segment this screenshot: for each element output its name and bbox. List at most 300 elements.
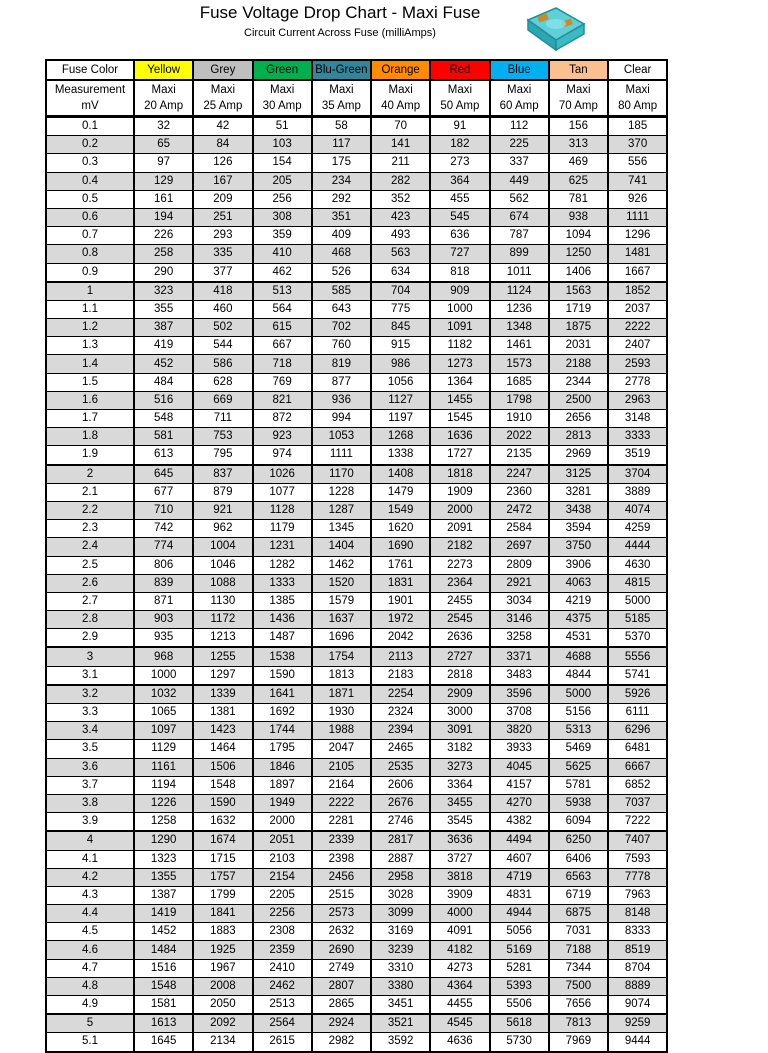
current-cell: 3380: [371, 977, 430, 995]
current-cell: 6719: [549, 886, 608, 904]
current-cell: 4545: [430, 1014, 489, 1033]
current-cell: 3364: [430, 776, 489, 794]
current-cell: 5313: [549, 722, 608, 740]
current-cell: 209: [193, 190, 252, 208]
fuse-type-label: Maxi: [269, 84, 295, 96]
table-row: [46, 428, 667, 446]
current-cell: 4455: [430, 996, 489, 1015]
current-cell: 2254: [371, 685, 430, 704]
current-cell: 1111: [608, 208, 667, 226]
current-cell: 5370: [608, 629, 667, 648]
current-cell: 493: [371, 227, 430, 245]
table-row: [46, 208, 667, 226]
current-cell: 2545: [430, 611, 489, 629]
current-cell: 1094: [549, 227, 608, 245]
current-cell: 1516: [134, 959, 193, 977]
current-cell: 994: [312, 410, 371, 428]
current-cell: 845: [371, 319, 430, 337]
current-cell: 3483: [490, 666, 549, 685]
current-cell: 370: [608, 136, 667, 154]
fuse-type-label: Maxi: [566, 84, 591, 96]
current-cell: 292: [312, 190, 371, 208]
current-cell: 1250: [549, 245, 608, 263]
current-cell: 455: [430, 190, 489, 208]
current-cell: 282: [371, 172, 430, 190]
current-cell: 818: [430, 263, 489, 282]
current-cell: 795: [193, 446, 252, 465]
table-row: [46, 410, 667, 428]
measurement-label-line2: mV: [81, 100, 99, 112]
current-cell: 1949: [253, 794, 312, 812]
current-cell: 1925: [193, 941, 252, 959]
current-cell: 1282: [253, 556, 312, 574]
current-cell: 2865: [312, 996, 371, 1015]
measurement-cell: 3: [46, 647, 134, 666]
current-cell: 667: [253, 337, 312, 355]
current-cell: 1455: [430, 391, 489, 409]
current-cell: 1197: [371, 410, 430, 428]
current-cell: 3906: [549, 556, 608, 574]
current-cell: 727: [430, 245, 489, 263]
current-cell: 2465: [371, 740, 430, 758]
measurement-cell: 4.6: [46, 941, 134, 959]
current-cell: 8148: [608, 905, 667, 923]
current-cell: 1481: [608, 245, 667, 263]
fuse-rating-header: [134, 80, 193, 117]
measurement-cell: 1.4: [46, 355, 134, 373]
current-cell: 781: [549, 190, 608, 208]
current-cell: 3091: [430, 722, 489, 740]
measurement-cell: 2.4: [46, 538, 134, 556]
current-cell: 7813: [549, 1014, 608, 1033]
table-row: [46, 172, 667, 190]
current-cell: 760: [312, 337, 371, 355]
current-cell: 1127: [371, 391, 430, 409]
current-cell: 704: [371, 282, 430, 301]
current-cell: 2455: [430, 592, 489, 610]
current-cell: 7963: [608, 886, 667, 904]
table-row: [46, 794, 667, 812]
current-cell: 1000: [430, 300, 489, 318]
current-cell: 5281: [490, 959, 549, 977]
current-cell: 4091: [430, 923, 489, 941]
table-row: [46, 337, 667, 355]
current-cell: 1000: [134, 666, 193, 685]
current-cell: 903: [134, 611, 193, 629]
current-cell: 251: [193, 208, 252, 226]
current-cell: 2394: [371, 722, 430, 740]
fuse-rating-label: 30 Amp: [262, 100, 302, 112]
current-cell: 544: [193, 337, 252, 355]
current-cell: 1841: [193, 905, 252, 923]
current-cell: 502: [193, 319, 252, 337]
current-cell: 819: [312, 355, 371, 373]
fuse-rating-label: 50 Amp: [440, 100, 480, 112]
current-cell: 2359: [253, 941, 312, 959]
current-cell: 674: [490, 208, 549, 226]
table-row: [46, 959, 667, 977]
current-cell: 915: [371, 337, 430, 355]
current-cell: 2924: [312, 1014, 371, 1033]
table-row: [46, 813, 667, 832]
current-cell: 3909: [430, 886, 489, 904]
current-cell: 5000: [549, 685, 608, 704]
current-cell: 1520: [312, 574, 371, 592]
table-row: [46, 758, 667, 776]
current-cell: 5781: [549, 776, 608, 794]
table-row: [46, 465, 667, 484]
current-cell: 2749: [312, 959, 371, 977]
current-cell: 3438: [549, 501, 608, 519]
fuse-rating-label: 35 Amp: [321, 100, 361, 112]
current-cell: 6094: [549, 813, 608, 832]
current-cell: 702: [312, 319, 371, 337]
current-cell: 2364: [430, 574, 489, 592]
measurement-cell: 4.9: [46, 996, 134, 1015]
current-cell: 1287: [312, 501, 371, 519]
current-cell: 2818: [430, 666, 489, 685]
current-cell: 769: [253, 373, 312, 391]
current-cell: 9444: [608, 1033, 667, 1052]
current-cell: 3596: [490, 685, 549, 704]
fuse-color-red: Red: [430, 60, 489, 80]
current-cell: 4273: [430, 959, 489, 977]
current-cell: 3333: [608, 428, 667, 446]
current-cell: 837: [193, 465, 252, 484]
table-row: [46, 483, 667, 501]
current-cell: 5169: [490, 941, 549, 959]
current-cell: 563: [371, 245, 430, 263]
current-cell: 4494: [490, 831, 549, 850]
current-cell: 4382: [490, 813, 549, 832]
table-row: [46, 886, 667, 904]
current-cell: 1345: [312, 520, 371, 538]
table-row: [46, 704, 667, 722]
current-cell: 909: [430, 282, 489, 301]
current-cell: 5506: [490, 996, 549, 1015]
current-cell: 1846: [253, 758, 312, 776]
fuse-color-header-row: [46, 60, 667, 80]
table-row: [46, 850, 667, 868]
current-cell: 1255: [193, 647, 252, 666]
table-row: [46, 923, 667, 941]
current-cell: 2887: [371, 850, 430, 868]
current-cell: 1636: [430, 428, 489, 446]
current-cell: 3455: [430, 794, 489, 812]
current-cell: 2135: [490, 446, 549, 465]
current-cell: 1581: [134, 996, 193, 1015]
current-cell: 556: [608, 154, 667, 172]
current-cell: 1795: [253, 740, 312, 758]
current-cell: 3933: [490, 740, 549, 758]
current-cell: 526: [312, 263, 371, 282]
current-cell: 3519: [608, 446, 667, 465]
table-row: [46, 629, 667, 648]
current-cell: 1462: [312, 556, 371, 574]
current-cell: 2113: [371, 647, 430, 666]
current-cell: 1798: [490, 391, 549, 409]
current-cell: 3889: [608, 483, 667, 501]
current-cell: 3708: [490, 704, 549, 722]
current-cell: 7593: [608, 850, 667, 868]
current-cell: 3727: [430, 850, 489, 868]
current-cell: 513: [253, 282, 312, 301]
measurement-cell: 1.8: [46, 428, 134, 446]
current-cell: 6875: [549, 905, 608, 923]
current-cell: 2410: [253, 959, 312, 977]
current-cell: 2515: [312, 886, 371, 904]
measurement-cell: 5.1: [46, 1033, 134, 1052]
current-cell: 3148: [608, 410, 667, 428]
table-row: [46, 263, 667, 282]
current-cell: 1875: [549, 319, 608, 337]
current-cell: 1538: [253, 647, 312, 666]
current-cell: 6481: [608, 740, 667, 758]
current-cell: 211: [371, 154, 430, 172]
table-row: [46, 117, 667, 136]
fuse-color-blu-green: Blu-Green: [312, 60, 371, 80]
fuse-color-tan: Tan: [549, 60, 608, 80]
measurement-cell: 3.1: [46, 666, 134, 685]
measurement-cell: 4.3: [46, 886, 134, 904]
fuse-color-grey: Grey: [193, 60, 252, 80]
current-cell: 2472: [490, 501, 549, 519]
table-row: [46, 501, 667, 519]
current-cell: 926: [608, 190, 667, 208]
current-cell: 32: [134, 117, 193, 136]
current-cell: 4000: [430, 905, 489, 923]
current-cell: 1419: [134, 905, 193, 923]
current-cell: 205: [253, 172, 312, 190]
current-cell: 1930: [312, 704, 371, 722]
current-cell: 1692: [253, 704, 312, 722]
current-cell: 1452: [134, 923, 193, 941]
current-cell: 1754: [312, 647, 371, 666]
current-cell: 3592: [371, 1033, 430, 1052]
current-cell: 1065: [134, 704, 193, 722]
current-cell: 2154: [253, 868, 312, 886]
current-cell: 1228: [312, 483, 371, 501]
current-cell: 4270: [490, 794, 549, 812]
fuse-color-clear: Clear: [608, 60, 667, 80]
current-cell: 2360: [490, 483, 549, 501]
current-cell: 1852: [608, 282, 667, 301]
current-cell: 1339: [193, 685, 252, 704]
current-cell: 1385: [253, 592, 312, 610]
current-cell: 938: [549, 208, 608, 226]
current-cell: 1408: [371, 465, 430, 484]
current-cell: 1719: [549, 300, 608, 318]
current-cell: 6563: [549, 868, 608, 886]
current-cell: 1111: [312, 446, 371, 465]
current-cell: 2807: [312, 977, 371, 995]
current-cell: 1273: [430, 355, 489, 373]
measurement-cell: 4.4: [46, 905, 134, 923]
current-cell: 117: [312, 136, 371, 154]
current-cell: 2500: [549, 391, 608, 409]
current-cell: 2022: [490, 428, 549, 446]
current-cell: 1004: [193, 538, 252, 556]
current-cell: 1464: [193, 740, 252, 758]
current-cell: 126: [193, 154, 252, 172]
current-cell: 5000: [608, 592, 667, 610]
current-cell: 129: [134, 172, 193, 190]
current-cell: 3750: [549, 538, 608, 556]
current-cell: 4630: [608, 556, 667, 574]
current-cell: 2584: [490, 520, 549, 538]
current-cell: 2050: [193, 996, 252, 1015]
current-cell: 308: [253, 208, 312, 226]
current-cell: 1026: [253, 465, 312, 484]
current-cell: 5469: [549, 740, 608, 758]
current-cell: 1226: [134, 794, 193, 812]
current-cell: 2969: [549, 446, 608, 465]
table-row: [46, 300, 667, 318]
fuse-chart-table: [45, 59, 668, 1053]
fuse-rating-label: 70 Amp: [558, 100, 598, 112]
measurement-cell: 0.9: [46, 263, 134, 282]
current-cell: 2308: [253, 923, 312, 941]
current-cell: 1573: [490, 355, 549, 373]
measurement-label: [46, 80, 134, 117]
table-row: [46, 977, 667, 995]
current-cell: 6111: [608, 704, 667, 722]
table-row: [46, 831, 667, 850]
current-cell: 1296: [608, 227, 667, 245]
measurement-cell: 1.5: [46, 373, 134, 391]
measurement-cell: 2.8: [46, 611, 134, 629]
current-cell: 1097: [134, 722, 193, 740]
current-cell: 2690: [312, 941, 371, 959]
current-cell: 4074: [608, 501, 667, 519]
current-cell: 2407: [608, 337, 667, 355]
current-cell: 4719: [490, 868, 549, 886]
current-cell: 8519: [608, 941, 667, 959]
fuse-rating-header: [371, 80, 430, 117]
table-row: [46, 776, 667, 794]
current-cell: 2031: [549, 337, 608, 355]
current-cell: 1213: [193, 629, 252, 648]
current-cell: 2037: [608, 300, 667, 318]
current-cell: 877: [312, 373, 371, 391]
current-cell: 5056: [490, 923, 549, 941]
current-cell: 6667: [608, 758, 667, 776]
table-row: [46, 574, 667, 592]
current-cell: 4045: [490, 758, 549, 776]
current-cell: 935: [134, 629, 193, 648]
current-cell: 669: [193, 391, 252, 409]
current-cell: 3451: [371, 996, 430, 1015]
current-cell: 643: [312, 300, 371, 318]
current-cell: 1172: [193, 611, 252, 629]
current-cell: 2817: [371, 831, 430, 850]
fuse-rating-label: 20 Amp: [144, 100, 184, 112]
current-cell: 1236: [490, 300, 549, 318]
current-cell: 1910: [490, 410, 549, 428]
current-cell: 1871: [312, 685, 371, 704]
current-cell: 7344: [549, 959, 608, 977]
current-cell: 625: [549, 172, 608, 190]
measurement-cell: 2: [46, 465, 134, 484]
current-cell: 4444: [608, 538, 667, 556]
measurement-cell: 3.4: [46, 722, 134, 740]
current-cell: 70: [371, 117, 430, 136]
fuse-rating-header: [312, 80, 371, 117]
current-cell: 3034: [490, 592, 549, 610]
current-cell: 1818: [430, 465, 489, 484]
current-cell: 4364: [430, 977, 489, 995]
current-cell: 2103: [253, 850, 312, 868]
current-cell: 581: [134, 428, 193, 446]
current-cell: 175: [312, 154, 371, 172]
current-cell: 1056: [371, 373, 430, 391]
current-cell: 409: [312, 227, 371, 245]
current-cell: 3239: [371, 941, 430, 959]
current-cell: 335: [193, 245, 252, 263]
current-cell: 3371: [490, 647, 549, 666]
current-cell: 879: [193, 483, 252, 501]
current-cell: 460: [193, 300, 252, 318]
current-cell: 4182: [430, 941, 489, 959]
current-cell: 2047: [312, 740, 371, 758]
current-cell: 5730: [490, 1033, 549, 1052]
measurement-cell: 2.5: [46, 556, 134, 574]
current-cell: 1355: [134, 868, 193, 886]
measurement-cell: 2.3: [46, 520, 134, 538]
current-cell: 1436: [253, 611, 312, 629]
current-cell: 3258: [490, 629, 549, 648]
table-row: [46, 996, 667, 1015]
table-row: [46, 592, 667, 610]
current-cell: 1645: [134, 1033, 193, 1052]
current-cell: 1404: [312, 538, 371, 556]
current-cell: 91: [430, 117, 489, 136]
current-cell: 377: [193, 263, 252, 282]
current-cell: 1548: [193, 776, 252, 794]
current-cell: 4636: [430, 1033, 489, 1052]
current-cell: 7778: [608, 868, 667, 886]
current-cell: 1130: [193, 592, 252, 610]
current-cell: 290: [134, 263, 193, 282]
current-cell: 182: [430, 136, 489, 154]
current-cell: 1338: [371, 446, 430, 465]
current-cell: 710: [134, 501, 193, 519]
measurement-cell: 4: [46, 831, 134, 850]
current-cell: 4688: [549, 647, 608, 666]
current-cell: 5741: [608, 666, 667, 685]
table-row: [46, 905, 667, 923]
current-cell: 3146: [490, 611, 549, 629]
current-cell: 273: [430, 154, 489, 172]
measurement-cell: 1.6: [46, 391, 134, 409]
current-cell: 2697: [490, 538, 549, 556]
current-cell: 5625: [549, 758, 608, 776]
current-cell: 42: [193, 117, 252, 136]
current-cell: 1988: [312, 722, 371, 740]
current-cell: 718: [253, 355, 312, 373]
fuse-type-label: Maxi: [506, 84, 532, 96]
current-cell: 226: [134, 227, 193, 245]
current-cell: 4157: [490, 776, 549, 794]
current-cell: 645: [134, 465, 193, 484]
current-cell: 225: [490, 136, 549, 154]
chart-title: Fuse Voltage Drop Chart - Maxi Fuse: [199, 3, 481, 22]
table-row: [46, 685, 667, 704]
current-cell: 5556: [608, 647, 667, 666]
current-cell: 5938: [549, 794, 608, 812]
current-cell: 3125: [549, 465, 608, 484]
fuse-type-label: Maxi: [625, 84, 650, 96]
